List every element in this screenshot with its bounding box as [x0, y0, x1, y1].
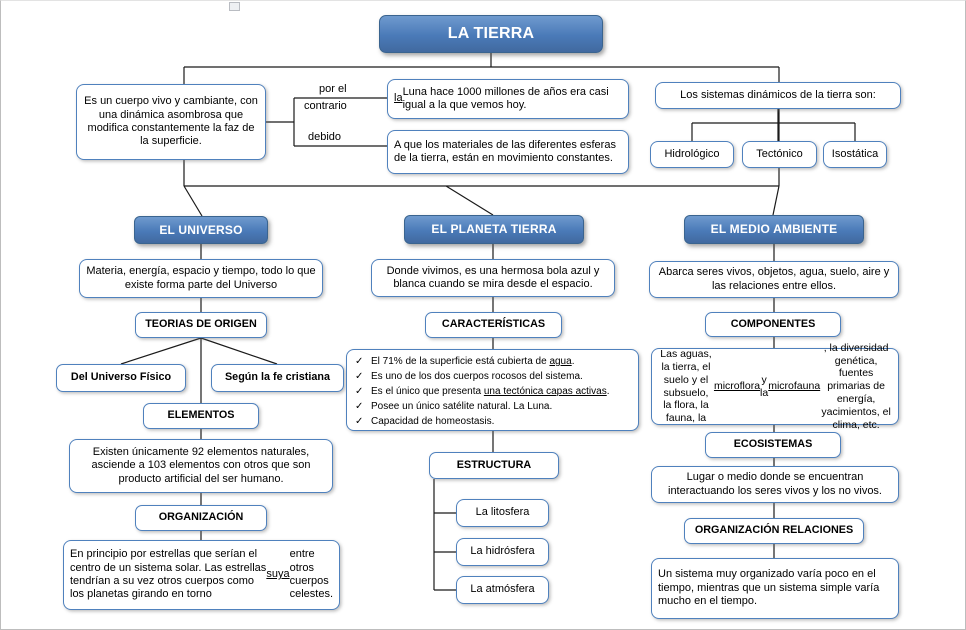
check-icon: ✓: [355, 386, 364, 397]
checklist-item-text: El 71% de la superficie está cubierta de agua.: [371, 356, 575, 367]
node-sistemas-dinamicos: Los sistemas dinámicos de la tierra son:: [655, 82, 901, 109]
node-tectonico: Tectónico: [742, 141, 817, 168]
label-ecosistemas: ECOSISTEMAS: [705, 432, 841, 458]
header-el-medio-ambiente: EL MEDIO AMBIENTE: [684, 215, 864, 244]
checklist-item-text: Es uno de los dos cuerpos rocosos del sistema.: [371, 371, 583, 382]
object-anchor-icon: [229, 2, 240, 11]
node-litosfera: La litosfera: [456, 499, 549, 527]
node-ambiente-intro: Abarca seres vivos, objetos, agua, suelo, aire y las relaciones entre ellos.: [649, 261, 899, 298]
node-cuerpo-vivo: Es un cuerpo vivo y cambiante, con una dinámica asombrosa que modifica constantemente la faz de la superficie.: [76, 84, 266, 160]
node-elementos-text: Existen únicamente 92 elementos naturales, asciende a 103 elementos con otros que son producto artificial del ser humano.: [69, 439, 333, 493]
connector-label-debido: debido: [308, 131, 342, 143]
connector-label-contrario: contrario: [304, 100, 347, 112]
checklist-item-text: Es el único que presenta una tectónica capas activas.: [371, 386, 610, 397]
node-planeta-intro: Donde vivimos, es una hermosa bola azul y blanca cuando se mira desde el espacio.: [371, 259, 615, 297]
node-universo-intro: Materia, energía, espacio y tiempo, todo lo que existe forma parte del Universo: [79, 259, 323, 298]
header-el-planeta-tierra: EL PLANETA TIERRA: [404, 215, 584, 244]
label-elementos: ELEMENTOS: [143, 403, 259, 429]
node-luna: la Luna hace 1000 millones de años era casi igual a la que vemos hoy.: [387, 79, 629, 119]
node-organizacion-text: En principio por estrellas que serían el centro de un sistema solar. Las estrellas tendrían a su vez otros cuerpos como los planetas girando en torno suya entre otros cuerpos celestes.: [63, 540, 340, 610]
label-teorias-de-origen: TEORIAS DE ORIGEN: [135, 312, 267, 338]
check-icon: ✓: [355, 356, 364, 367]
label-componentes: COMPONENTES: [705, 312, 841, 337]
label-organizacion: ORGANIZACIÓN: [135, 505, 267, 531]
node-hidrologico: Hidrológico: [650, 141, 734, 168]
check-icon: ✓: [355, 401, 364, 412]
checklist-item: [355, 384, 632, 399]
header-el-universo: EL UNIVERSO: [134, 216, 268, 244]
node-atmosfera: La atmósfera: [456, 576, 549, 604]
checklist-item: [355, 369, 632, 384]
checklist-item: [355, 399, 632, 414]
label-estructura: ESTRUCTURA: [429, 452, 559, 479]
node-organizacion-relaciones-text: Un sistema muy organizado varía poco en el tiempo, mientras que un sistema simple varía mucho en el tiempo.: [651, 558, 899, 619]
check-icon: ✓: [355, 416, 364, 427]
node-fe-cristiana: Según la fe cristiana: [211, 364, 344, 392]
label-organizacion-relaciones: ORGANIZACIÓN RELACIONES: [684, 518, 864, 544]
checklist-item-text: Capacidad de homeostasis.: [371, 416, 495, 427]
node-la-tierra: LA TIERRA: [379, 15, 603, 53]
node-componentes-text: Las aguas, la tierra, el suelo y el subsuelo, la flora, la fauna, la microflora y la microfauna , la diversidad genética, fuentes primarias de energía, yacimientos, el clima, etc.: [651, 348, 899, 425]
node-materiales: A que los materiales de las diferentes esferas de la tierra, están en movimiento constantes.: [387, 130, 629, 174]
node-universo-fisico: Del Universo Físico: [56, 364, 186, 392]
connector-label-por-el: por el: [319, 83, 347, 95]
label-caracteristicas: CARACTERÍSTICAS: [425, 312, 562, 338]
node-caracteristicas-list: [346, 349, 639, 431]
checklist-item: [355, 354, 632, 369]
check-icon: ✓: [355, 371, 364, 382]
node-ecosistemas-text: Lugar o medio donde se encuentran interactuando los seres vivos y los no vivos.: [651, 466, 899, 503]
checklist-item: [355, 414, 632, 429]
node-hidrosfera: La hidrósfera: [456, 538, 549, 566]
node-isostatica: Isostática: [823, 141, 887, 168]
checklist-item-text: Posee un único satélite natural. La Luna.: [371, 401, 553, 412]
